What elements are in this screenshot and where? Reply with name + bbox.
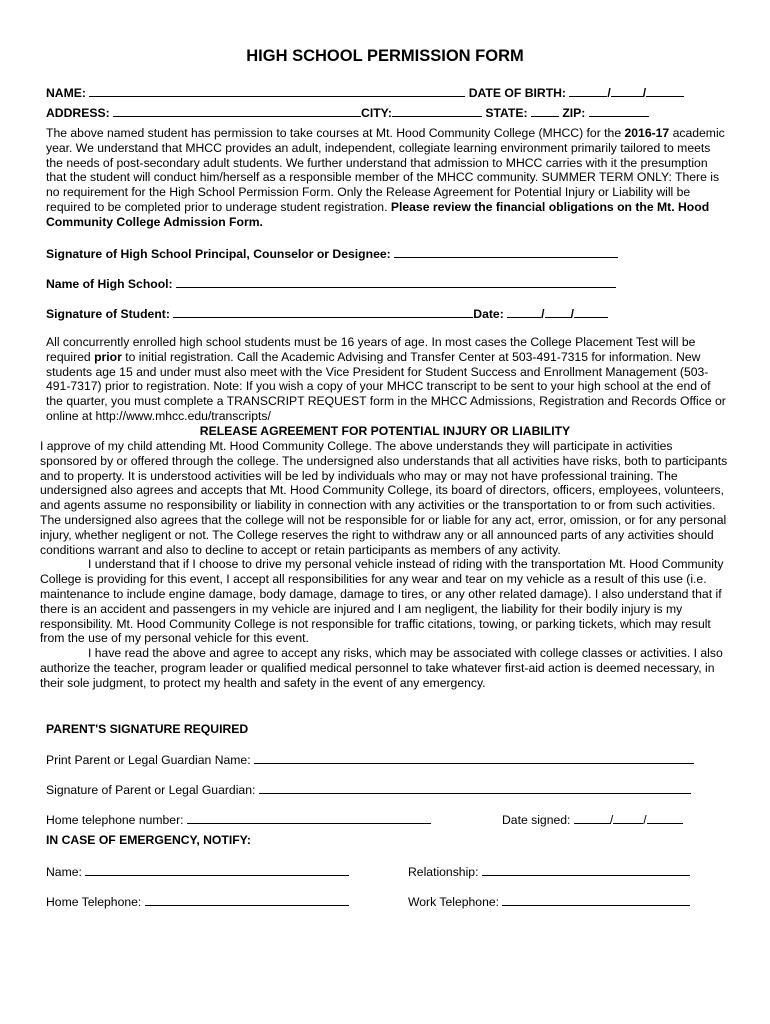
student-date-day-line[interactable]: [545, 306, 571, 318]
emergency-name-line[interactable]: [85, 864, 349, 876]
parent-print-name-row: [46, 752, 694, 767]
emergency-name-row: [46, 864, 349, 879]
address-input-line[interactable]: [113, 105, 361, 117]
address-label: ADDRESS:: [46, 106, 110, 120]
concurrent-enrollment-paragraph: [46, 335, 726, 424]
parent-signature-row: [46, 782, 691, 797]
principal-signature-label: Signature of High School Principal, Counselor or Designee:: [46, 247, 391, 261]
high-school-name-label: Name of High School:: [46, 277, 173, 291]
emergency-home-phone-label: Home Telephone:: [46, 895, 142, 909]
intro-paragraph: [46, 126, 726, 230]
date-slash: /: [541, 307, 545, 321]
intro-financial-note: Please review the financial obligations on the Mt. Hood Community College Admission Form.: [46, 199, 710, 229]
date-signed-label: Date signed:: [502, 813, 571, 827]
work-phone-label: Work Telephone:: [408, 895, 500, 909]
parent-print-name-line[interactable]: [254, 752, 694, 764]
dob-label: DATE OF BIRTH:: [468, 86, 566, 100]
concurrent-text-b: to initial registration. Call the Academic Advising and Transfer Center at 503-491-7315 for information. New students age 15 and under must also meet with the Vice President for Student Success and Enrollment Management (503-491-7317) prior to registration. Note: If you wish a copy of your MHCC transcript to be sent to your high school at the end of the quarter, you must complete a TRANSCRIPT REQUEST form in the MHCC Admissions, Registration and Records Office or online at http://www.mhcc.edu/transcripts/: [46, 349, 726, 423]
dob-year-line[interactable]: [646, 85, 684, 97]
city-input-line[interactable]: [392, 105, 482, 117]
intro-text-a: The above named student has permission to take courses at Mt. Hood Community College (MHCC) for the: [46, 126, 625, 140]
student-signature-row: [46, 306, 608, 321]
release-paragraph-2: I understand that if I choose to drive my personal vehicle instead of riding with the transportation Mt. Hood Community College is providing for this event, I accept all responsibilities for any wear and tear on my vehicle as a result of this use (i.e. maintenance to include engine damage, body damage, damage to tires, or any other related damage). I also understand that if there is an accident and passengers in my vehicle are injured and I am negligent, the liability for their bodily injury is my responsibility. Mt. Hood Community College is not responsible for traffic citations, towing, or parking tickets, which may result from the use of my personal vehicle for this event.: [40, 557, 724, 646]
concurrent-text-a: All concurrently enrolled high school students must be 16 years of age. In most cases the College Placement Test will be required: [46, 335, 696, 364]
address-field-row: [46, 105, 649, 120]
parent-signature-label: Signature of Parent or Legal Guardian:: [46, 783, 256, 797]
relationship-label: Relationship:: [408, 865, 479, 879]
dob-slash: /: [642, 86, 647, 100]
emergency-home-phone-line[interactable]: [145, 894, 349, 906]
principal-signature-line[interactable]: [394, 246, 618, 258]
emergency-home-phone-row: [46, 894, 349, 909]
work-phone-line[interactable]: [502, 894, 690, 906]
city-label: CITY:: [361, 106, 392, 120]
student-signature-label: Signature of Student:: [46, 307, 170, 321]
zip-label: ZIP:: [562, 106, 586, 120]
release-paragraph-1: I approve of my child attending Mt. Hood Community College. The above understands they will participate in activities sponsored by or offered through the college. The undersigned also understands that all activities have risks, both to participants and to property. It is understood activities will be led by individuals who may or may not have professional training. The undersigned also agrees and accepts that Mt. Hood Community College, its board of directors, officers, employees, volunteers, and agents assume no responsibility or liability in connection with any activities or the transportation to or from such activities. The undersigned also agrees that the college will not be responsible for or liable for any act, error, omission, or for any personal injury, whether negligent or not. The College reserves the right to withdraw any or all announced parts of any activities should conditions warrant and also to decline to accept or retain participants as members of any activity.: [40, 439, 728, 557]
intro-year: 2016-17: [624, 126, 670, 140]
home-phone-label: Home telephone number:: [46, 813, 184, 827]
dob-slash: /: [607, 86, 611, 100]
date-signed-year-line[interactable]: [647, 812, 683, 824]
date-signed-row: [502, 812, 683, 827]
page-title: HIGH SCHOOL PERMISSION FORM: [246, 47, 524, 65]
release-heading: RELEASE AGREEMENT FOR POTENTIAL INJURY OR LIABILITY: [199, 424, 571, 438]
relationship-row: [408, 864, 690, 879]
zip-input-line[interactable]: [589, 105, 649, 117]
release-paragraph-3: I have read the above and agree to accept any risks, which may be associated with college classes or activities. I also authorize the teacher, program leader or qualified medical personnel to take whatever first-aid action is deemed necessary, in their sole judgment, to protect my health and safety in the event of any emergency.: [40, 646, 723, 690]
student-date-month-line[interactable]: [507, 306, 541, 318]
home-phone-line[interactable]: [187, 812, 431, 824]
state-input-line[interactable]: [531, 105, 559, 117]
date-signed-day-line[interactable]: [613, 812, 643, 824]
relationship-line[interactable]: [482, 864, 690, 876]
intro-text-b: academic year. We understand that MHCC provides an adult, independent, collegiate learning environment primarily tailored to meets the needs of post-secondary adult students. We further understand that admission to MHCC carries with it the presumption that the student will conduct him/herself as a responsible member of the MHCC community. SUMMER TERM ONLY: There is no requirement for the High School Permission Form. Only the Release Agreement for Potential Injury or Liability will be required to be completed prior to underage student registration.: [46, 126, 725, 214]
home-phone-row: [46, 812, 431, 827]
concurrent-prior: prior: [94, 349, 122, 364]
parent-signature-heading: PARENT'S SIGNATURE REQUIRED: [46, 722, 249, 736]
date-signed-month-line[interactable]: [574, 812, 610, 824]
high-school-name-row: [46, 276, 616, 291]
state-label: STATE:: [485, 106, 528, 120]
dob-month-line[interactable]: [569, 85, 607, 97]
student-date-year-line[interactable]: [574, 306, 608, 318]
name-label: NAME:: [46, 86, 86, 100]
work-phone-row: [408, 894, 690, 909]
parent-print-name-label: Print Parent or Legal Guardian Name:: [46, 753, 251, 767]
high-school-name-line[interactable]: [176, 276, 616, 288]
student-date-label: Date:: [473, 307, 504, 321]
student-signature-line[interactable]: [173, 306, 473, 318]
date-slash: /: [643, 813, 647, 827]
date-slash: /: [570, 307, 574, 321]
principal-signature-row: [46, 246, 618, 261]
dob-day-line[interactable]: [611, 85, 643, 97]
release-body: [40, 439, 732, 691]
date-slash: /: [609, 813, 614, 827]
name-input-line[interactable]: [89, 85, 465, 97]
parent-signature-line[interactable]: [259, 782, 691, 794]
emergency-name-label: Name:: [46, 865, 82, 879]
name-field-row: [46, 85, 684, 100]
emergency-heading: IN CASE OF EMERGENCY, NOTIFY:: [46, 833, 251, 847]
